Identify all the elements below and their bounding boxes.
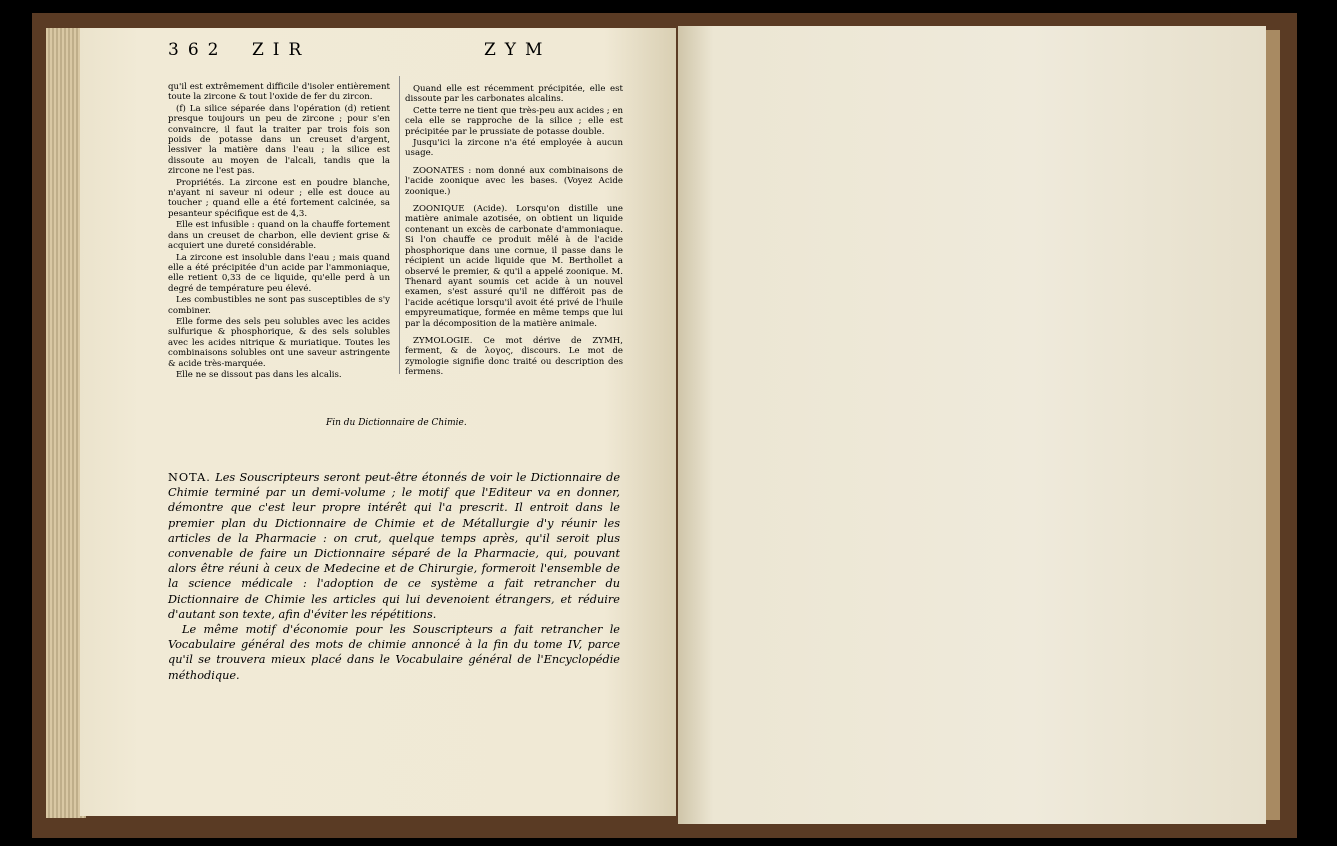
entry-zoonates: ZOONATES : nom donné aux combinaisons de l'acide zoonique avec les bases. (Voyez Acide zoonique.) <box>405 165 623 197</box>
paragraph: Propriétés. La zircone est en poudre blanche, n'ayant ni saveur ni odeur ; elle est douce au toucher ; quand elle a été fortement calcinée, sa pesanteur spécifique est de 4,3. <box>168 177 390 219</box>
entry-zymologie: ZYMOLOGIE. Ce mot dérive de ZYMH, ferment, & de λογος, discours. Le mot de zymologie signifie donc traité ou description des fermens. <box>405 335 623 378</box>
nota-block <box>168 470 620 683</box>
end-of-dictionary: Fin du Dictionnaire de Chimie. <box>326 418 467 428</box>
paragraph: Les combustibles ne sont pas susceptibles de s'y combiner. <box>168 295 390 316</box>
entry-zoonique: ZOONIQUE (Acide). Lorsqu'on distille une matière animale azotisée, on obtient un liquide contenant un excès de carbonate d'ammoniaque. Si l'on chauffe ce produit mêlé à de l'acide phosphorique dans une cornue, il passe dans le récipient un acide liquide que M. Berthollet a observé le premier, & qu'il a appelé zoonique. M. Thenard ayant soumis cet acide à un nouvel examen, s'est assuré qu'il ne différoit pas de l'acide acétique lorsqu'il avoit été privé de l'huile empyreumatique, formée en même temps que lui par la décomposition de la matière animale. <box>405 204 623 329</box>
nota-paragraph: Les Souscripteurs seront peut-être étonnés de voir le Dictionnaire de Chimie terminé par un demi-volume ; le motif que l'Editeur va en donner, démontre que c'est leur propre intérêt qui l'a prescrit. Il entroit dans le premier plan du Dictionnaire de Chimie et de Métallurgie d'y réunir les articles de la Pharmacie : on crut, quelque temps après, qu'il seroit plus convenable de faire un Dictionnaire séparé de la Pharmacie, qui, pouvant alors être réuni à ceux de Medecine et de Chirurgie, formeroit l'ensemble de la science médicale : l'adoption de ce système a fait retrancher du Dictionnaire de Chimie les articles qui lui devenoient étrangers, et réduire d'autant son texte, afin d'éviter les répétitions. <box>168 471 621 621</box>
page-number: 362 <box>168 40 228 60</box>
header-left: ZIR <box>252 40 311 60</box>
paragraph: Quand elle est récemment précipitée, elle est dissoute par les carbonates alcalins. <box>405 84 623 105</box>
nota-paragraph: Le même motif d'économie pour les Souscripteurs a fait retrancher le Vocabulaire général des mots de chimie annoncé à la fin du tome IV, parce qu'il se trouvera mieux placé dans le Vocabulaire général de l'Encyclopédie méthodique. <box>168 623 620 682</box>
nota-lead: NOTA. <box>168 471 211 484</box>
right-page-edge <box>1266 30 1280 820</box>
paragraph: (f) La silice séparée dans l'opération (d) retient presque toujours un peu de zircone ; pour s'en convaincre, il faut la traiter par trois fois son poids de potasse dans un creuset d'argent, lessiver la matière dans l'eau ; la silice est dissoute au moyen de l'alcali, tandis que la zircone ne l'est pas. <box>168 103 390 177</box>
column-1 <box>168 82 390 381</box>
column-2 <box>405 84 623 379</box>
right-page-blank <box>678 26 1266 824</box>
column-divider <box>399 76 400 374</box>
paragraph: Elle forme des sels peu solubles avec les acides sulfurique & phosphorique, & des sels solubles avec les acides nitrique & muriatique. Toutes les combinaisons solubles ont une saveur astringente & acide très-marquée. <box>168 316 390 369</box>
paragraph: Elle est infusible : quand on la chauffe fortement dans un creuset de charbon, elle devient grise & acquiert une dureté considérable. <box>168 220 390 252</box>
paragraph: qu'il est extrêmement difficile d'isoler entièrement toute la zircone & tout l'oxide de fer du zircon. <box>168 82 390 103</box>
paragraph: Elle ne se dissout pas dans les alcalis. <box>176 369 342 380</box>
paragraph: Jusqu'ici la zircone n'a été employée à aucun usage. <box>405 138 623 159</box>
header-right: ZYM <box>484 40 552 60</box>
paragraph: Cette terre ne tient que très-peu aux acides ; en cela elle se rapproche de la silice ; elle est précipitée par le prussiate de potasse double. <box>405 105 623 137</box>
paragraph: La zircone est insoluble dans l'eau ; mais quand elle a été précipitée d'un acide par l'ammoniaque, elle retient 0,33 de ce liquide, qu'elle perd à un degré de température peu élevé. <box>168 252 390 294</box>
